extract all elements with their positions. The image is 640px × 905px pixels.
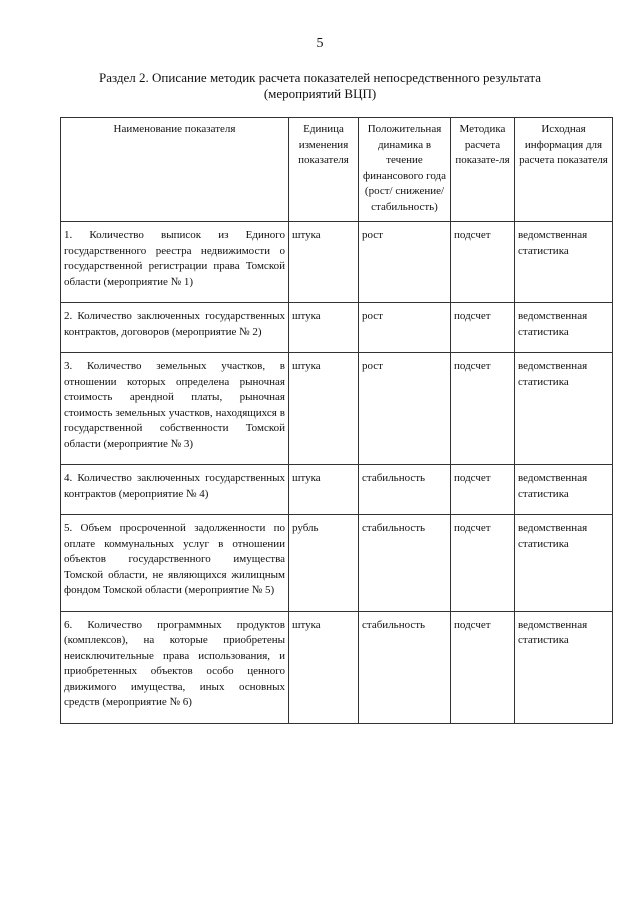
indicator-source: ведомственная статистика: [515, 611, 613, 723]
header-dynamics: Положительная динамика в течение финансового года (рост/ снижение/ стабильность): [359, 118, 451, 222]
indicator-method: подсчет: [451, 303, 515, 353]
indicator-name: 5. Объем просроченной задолженности по оплате коммунальных услуг в отношении объектов государственного имущества Томской области, не являющихся жилищным фондом Томской области (мероприятие № 5): [61, 515, 289, 612]
header-indicator-name: Наименование показателя: [61, 118, 289, 222]
indicator-method: подсчет: [451, 353, 515, 465]
indicator-name: 4. Количество заключенных государственных контрактов (мероприятие № 4): [61, 465, 289, 515]
indicator-source: ведомственная статистика: [515, 303, 613, 353]
table-row: [61, 465, 613, 515]
indicator-dynamics: рост: [359, 353, 451, 465]
indicator-unit: штука: [289, 353, 359, 465]
indicator-name: 3. Количество земельных участков, в отношении которых определена рыночная стоимость арендной платы, рыночная стоимость земельных участков, находящихся в государственной собственности Томской области (мероприятие № 3): [61, 353, 289, 465]
indicator-unit: штука: [289, 611, 359, 723]
indicator-dynamics: стабильность: [359, 611, 451, 723]
table-row: [61, 353, 613, 465]
indicator-source: ведомственная статистика: [515, 222, 613, 303]
table-row: [61, 611, 613, 723]
indicator-method: подсчет: [451, 611, 515, 723]
indicator-source: ведомственная статистика: [515, 465, 613, 515]
header-source: Исходная информация для расчета показателя: [515, 118, 613, 222]
indicator-unit: штука: [289, 303, 359, 353]
header-method: Методика расчета показате-ля: [451, 118, 515, 222]
section-heading-line1: Раздел 2. Описание методик расчета показателей непосредственного результата: [99, 70, 541, 85]
indicator-dynamics: рост: [359, 222, 451, 303]
table-row: [61, 222, 613, 303]
section-heading: [40, 70, 600, 102]
indicator-dynamics: стабильность: [359, 465, 451, 515]
indicator-name: 1. Количество выписок из Единого государственного реестра недвижимости о государственной регистрации права Томской области (мероприятие № 1): [61, 222, 289, 303]
indicator-name: 2. Количество заключенных государственных контрактов, договоров (мероприятие № 2): [61, 303, 289, 353]
indicator-dynamics: стабильность: [359, 515, 451, 612]
indicator-method: подсчет: [451, 222, 515, 303]
section-heading-line2: (мероприятий ВЦП): [263, 86, 377, 101]
indicator-source: ведомственная статистика: [515, 353, 613, 465]
table-row: [61, 515, 613, 612]
header-unit: Единица изменения показателя: [289, 118, 359, 222]
indicator-dynamics: рост: [359, 303, 451, 353]
indicator-method: подсчет: [451, 515, 515, 612]
indicators-table: [60, 117, 613, 724]
indicator-source: ведомственная статистика: [515, 515, 613, 612]
indicator-unit: штука: [289, 222, 359, 303]
table-row: [61, 303, 613, 353]
table-header-row: [61, 118, 613, 222]
indicator-unit: штука: [289, 465, 359, 515]
page-number: 5: [316, 36, 324, 51]
indicator-method: подсчет: [451, 465, 515, 515]
indicator-name: 6. Количество программных продуктов (комплексов), на которые приобретены неисключительные права использования, и приобретенных объектов особо ценного движимого имущества, иных основных средств (мероприятие № 6): [61, 611, 289, 723]
indicator-unit: рубль: [289, 515, 359, 612]
